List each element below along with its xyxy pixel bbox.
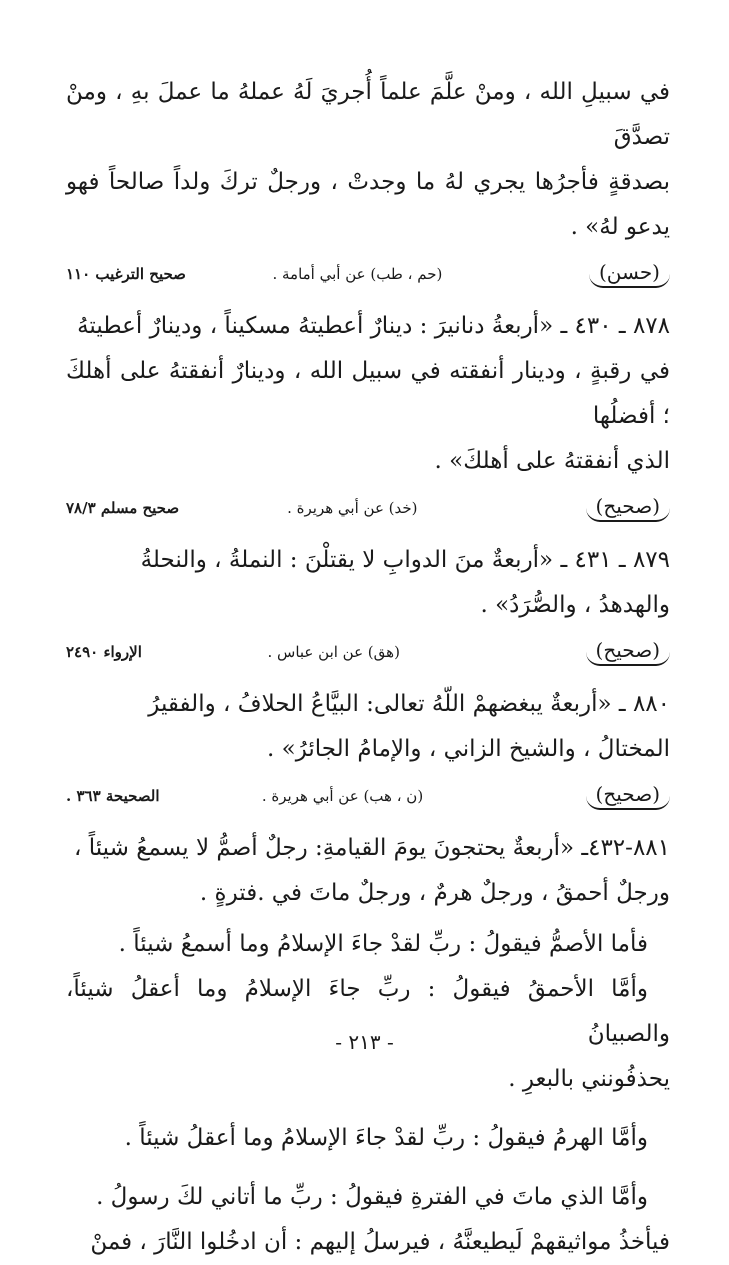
commentary-line: فأما الأصمُّ فيقولُ : ربِّ لقدْ جاءَ الإسلامُ وما أسمعُ شيئاً . [118, 931, 648, 957]
text-line: ٨٧٩ ـ ٤٣١ ـ «أربعةٌ منَ الدوابِ لا يقتلْنَ : النملةُ ، والنحلةُ [140, 547, 670, 573]
text-line: المختالُ ، والشيخ الزاني ، والإمامُ الجائرُ» . [267, 736, 670, 762]
text-line: والهدهدُ ، والصُّرَدُ» . [480, 592, 670, 618]
grade-label: (صحيح) [586, 638, 670, 666]
grading-row [66, 630, 670, 674]
commentary-line: فيأخذُ مواثيقهمْ لَيطيعنَّهُ ، فيرسلُ إليهم : أن ادخُلوا النَّارَ ، فمنْ [90, 1229, 670, 1255]
text-line: ٨٨٠ ـ «أربعةٌ يبغضهمْ اللّهُ تعالى: البيَّاعُ الحلافُ ، والفقيرُ [148, 691, 670, 717]
spacer [66, 1161, 670, 1175]
text-line: بصدقةٍ فأجرُها يجري لهُ ما وجدتْ ، ورجلٌ تركَ ولداً صالحاً فهو يدعو لهُ» . [66, 169, 670, 240]
page-body [66, 70, 670, 1265]
commentary-line: وأمَّا الذي ماتَ في الفترةِ فيقولُ : ربِّ ما أتاني لكَ رسولُ . [96, 1184, 648, 1210]
hadith-881 [66, 826, 670, 916]
grading-row [66, 252, 670, 296]
source-attribution: (ن ، هب) عن أبي هريرة . [261, 787, 424, 805]
grade-label: (صحيح) [586, 494, 670, 522]
grading-row [66, 486, 670, 530]
reference: صحيح الترغيب ١١٠ [66, 265, 186, 283]
grading-row [66, 774, 670, 818]
text-line: ٨٨١-٤٣٢ـ «أربعةٌ يحتجونَ يومَ القيامةِ: رجلٌ أصمُّ لا يسمعُ شيئاً ، [74, 835, 670, 861]
text-line: في سبيلِ الله ، ومنْ علَّمَ علماً أُجريَ لَهُ عملهُ ما عملَ بهِ ، ومنْ تصدَّقَ [66, 79, 670, 150]
page-number: - ٢١٣ - [335, 1030, 394, 1054]
grade-label: (حسن) [589, 260, 670, 288]
text-line: الذي أنفقتهُ على أهلكَ» . [434, 448, 670, 474]
continued-hadith-text [66, 70, 670, 250]
source-attribution: (هق) عن ابن عباس . [267, 643, 400, 661]
hadith-879 [66, 538, 670, 628]
source-attribution: (حم ، طب) عن أبي أمامة . [272, 265, 443, 283]
text-line: ورجلٌ أحمقُ ، ورجلٌ هرمٌ ، ورجلٌ ماتَ في .فترةٍ . [199, 880, 670, 906]
hadith-880 [66, 682, 670, 772]
text-line: في رقبةٍ ، ودينار أنفقته في سبيل الله ، ودينارٌ أنفقتهُ على أهلكَ ؛ أفضلُها [66, 358, 670, 429]
hadith-878 [66, 304, 670, 484]
reference: صحيح مسلم ٧٨/٣ [66, 499, 180, 517]
commentary-line: وأمَّا الأحمقُ فيقولُ : ربِّ جاءَ الإسلامُ وما أعقلُ شيئاً، والصبيانُ [66, 976, 670, 1047]
spacer [66, 1102, 670, 1116]
text-line: ٨٧٨ ـ ٤٣٠ ـ «أربعةُ دنانيرَ : دينارٌ أعطيتهُ مسكيناً ، ودينارٌ أعطيتهُ [77, 313, 670, 339]
source-attribution: (خد) عن أبي هريرة . [287, 499, 418, 517]
reference: الإرواء ٢٤٩٠ [66, 643, 142, 661]
grade-label: (صحيح) [586, 782, 670, 810]
commentary-line: يحذفُونني بالبعرِ . [508, 1066, 670, 1092]
reference: الصحيحة ٣٦٣ . [66, 787, 160, 805]
commentary-line: وأمَّا الهرمُ فيقولُ : ربِّ لقدْ جاءَ الإسلامُ وما أعقلُ شيئاً . [124, 1125, 648, 1151]
